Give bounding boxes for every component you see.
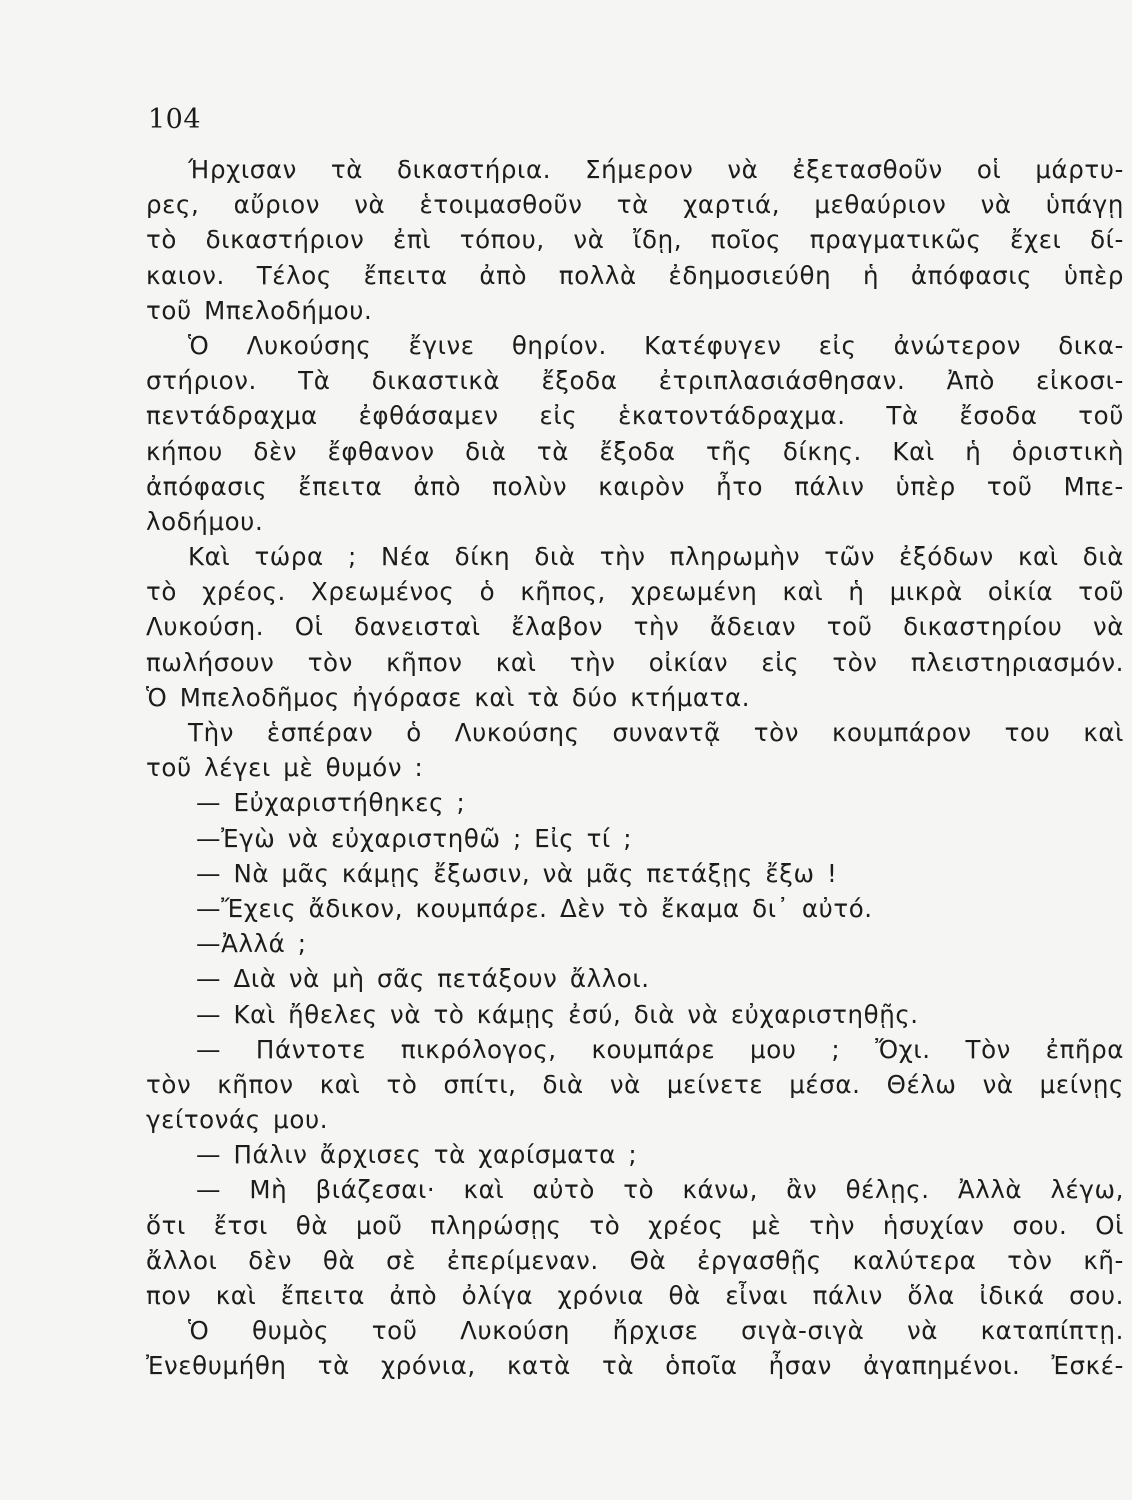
- text-line: γείτονάς μου.: [146, 1105, 329, 1135]
- text-line: ἀπόφασις ἔπειτα ἀπὸ πολὺν καιρὸν ἦτο πάλιν ὑπὲρ τοῦ Μπε-: [146, 471, 1124, 501]
- text-line: κήπου δὲν ἔφθανον διὰ τὰ ἔξοδα τῆς δίκης. Καὶ ἡ ὁριστικὴ: [146, 436, 1124, 466]
- text-line: — Πάντοτε πικρόλογος, κουμπάρε μου ; Ὄχι. Τὸν ἐπῆρα: [196, 1034, 1124, 1064]
- text-line: — Νὰ μᾶς κάμῃς ἔξωσιν, νὰ μᾶς πετάξῃς ἔξω !: [196, 858, 838, 888]
- text-line: —Ἐγὼ νὰ εὐχαριστηθῶ ; Εἰς τί ;: [196, 823, 633, 853]
- text-line: — Διὰ νὰ μὴ σᾶς πετάξουν ἄλλοι.: [196, 964, 650, 994]
- text-line: πωλήσουν τὸν κῆπον καὶ τὴν οἰκίαν εἰς τὸν πλειστηριασμόν.: [146, 647, 1124, 677]
- text-line: ὅτι ἔτσι θὰ μοῦ πληρώσῃς τὸ χρέος μὲ τὴν ἡσυχίαν σου. Οἱ: [146, 1210, 1124, 1240]
- text-line: —Ἀλλά ;: [196, 929, 307, 959]
- text-line: πον καὶ ἔπειτα ἀπὸ ὀλίγα χρόνια θὰ εἶναι πάλιν ὅλα ἰδικά σου.: [146, 1281, 1124, 1310]
- text-line: τὸ χρέος. Χρεωμένος ὁ κῆπος, χρεωμένη καὶ ἡ μικρὰ οἰκία τοῦ: [146, 577, 1124, 607]
- text-line: Ήρχισαν τὰ δικαστήρια. Σήμερον νὰ ἐξετασθοῦν οἱ μάρτυ-: [188, 155, 1124, 184]
- text-line: ρες, αὔριον νὰ ἑτοιμασθοῦν τὰ χαρτιά, μεθαύριον νὰ ὑπάγῃ: [146, 190, 1124, 220]
- text-line: λοδήμου.: [146, 506, 264, 536]
- text-line: στήριον. Τὰ δικαστικὰ ἔξοδα ἐτριπλασιάσθησαν. Ἀπὸ εἰκοσι-: [146, 366, 1124, 396]
- text-line: τὸ δικαστήριον ἐπὶ τόπου, νὰ ἴδῃ, ποῖος πραγματικῶς ἔχει δί-: [146, 225, 1124, 255]
- text-line: Ὁ Λυκούσης ἔγινε θηρίον. Κατέφυγεν εἰς ἀνώτερον δικα-: [188, 330, 1124, 360]
- text-line: —Ἔχεις ἄδικον, κουμπάρε. Δὲν τὸ ἔκαμα δι᾽ αὐτό.: [196, 893, 873, 923]
- text-line: τὸν κῆπον καὶ τὸ σπίτι, διὰ νὰ μείνετε μέσα. Θέλω νὰ μείνῃς: [146, 1069, 1124, 1099]
- text-line: — Εὐχαριστήθηκες ;: [196, 788, 466, 818]
- text-line: Ὁ Μπελοδῆμος ἠγόρασε καὶ τὰ δύο κτήματα.: [146, 682, 751, 712]
- text-line: — Καὶ ἤθελες νὰ τὸ κάμῃς ἐσύ, διὰ νὰ εὐχαριστηθῇς.: [196, 999, 919, 1029]
- text-line: Ὁ θυμὸς τοῦ Λυκούση ἤρχισε σιγὰ-σιγὰ νὰ καταπίπτῃ.: [188, 1316, 1124, 1346]
- text-line: ἄλλοι δὲν θὰ σὲ ἐπερίμεναν. Θὰ ἐργασθῇς καλύτερα τὸν κῆ-: [146, 1245, 1124, 1275]
- text-line: τοῦ λέγει μὲ θυμόν :: [146, 753, 424, 783]
- text-line: πεντάδραχμα ἐφθάσαμεν εἰς ἑκατοντάδραχμα. Τὰ ἔσοδα τοῦ: [146, 401, 1124, 431]
- text-line: Τὴν ἑσπέραν ὁ Λυκούσης συναντᾷ τὸν κουμπάρον του καὶ: [188, 718, 1124, 747]
- page-number: 104: [148, 104, 202, 135]
- text-line: Ἐνεθυμήθη τὰ χρόνια, κατὰ τὰ ὁποῖα ἦσαν ἀγαπημένοι. Ἐσκέ-: [146, 1351, 1124, 1381]
- text-line: καιον. Τέλος ἔπειτα ἀπὸ πολλὰ ἐδημοσιεύθη ἡ ἀπόφασις ὑπὲρ: [146, 260, 1124, 290]
- text-line: — Μὴ βιάζεσαι· καὶ αὐτὸ τὸ κάνω, ἂν θέλῃς. Ἀλλὰ λέγω,: [196, 1175, 1124, 1205]
- text-line: Λυκούση. Οἱ δανεισταὶ ἔλαβον τὴν ἄδειαν τοῦ δικαστηρίου νὰ: [146, 612, 1124, 642]
- text-line: τοῦ Μπελοδήμου.: [146, 295, 373, 325]
- text-line: — Πάλιν ἄρχισες τὰ χαρίσματα ;: [196, 1140, 638, 1170]
- text-line: Καὶ τώρα ; Νέα δίκη διὰ τὴν πληρωμὴν τῶν ἐξόδων καὶ διὰ: [188, 542, 1124, 572]
- body-text: [146, 152, 1124, 1384]
